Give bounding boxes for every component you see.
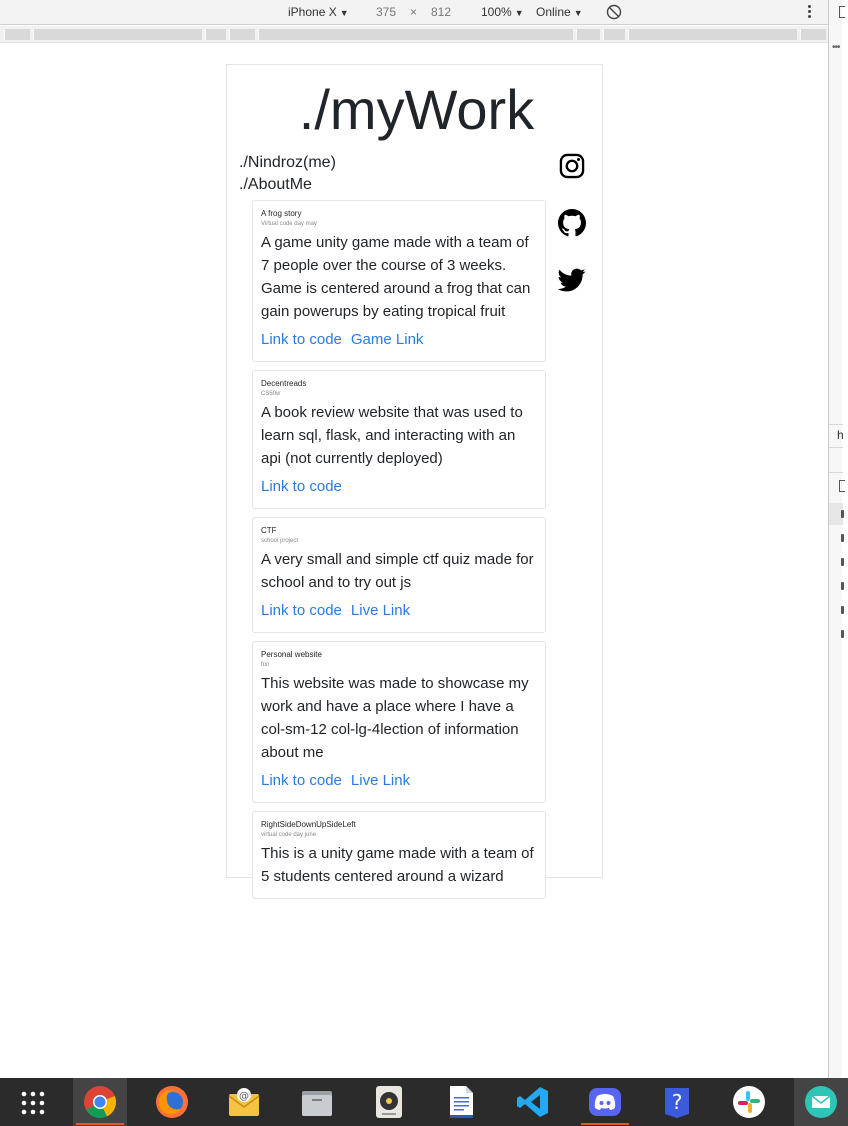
project-subtitle: virtual code day june [261, 832, 317, 838]
project-subtitle: CS50w [261, 391, 281, 397]
project-links [261, 769, 537, 792]
media-query-segment[interactable] [4, 29, 30, 40]
panel-toggle-icon[interactable] [839, 480, 845, 492]
project-card [252, 641, 546, 803]
files-icon [300, 1085, 334, 1119]
media-query-segment[interactable] [229, 29, 255, 40]
throttle-select-label: Online [536, 5, 571, 19]
live-link[interactable]: Game Link [350, 331, 424, 348]
code-link[interactable]: Link to code [261, 602, 342, 619]
panel-row-marker [841, 606, 844, 614]
svg-text:?: ? [671, 1090, 683, 1114]
taskbar-item-vscode[interactable] [506, 1078, 560, 1126]
project-subtitle: fun [261, 662, 270, 668]
project-description: A book review website that was used to learn sql, flask, and interacting with an api (not currently deployed) [261, 404, 523, 467]
firefox-icon [155, 1085, 189, 1119]
project-description: This is a unity game made with a team of 5 students centered around a wizard [261, 845, 534, 885]
vscode-icon [516, 1085, 550, 1119]
devtools-panel-edge [828, 0, 842, 1078]
mail-icon [227, 1085, 261, 1119]
panel-more-icon[interactable]: ••• [832, 42, 840, 53]
project-card [252, 370, 546, 509]
media-query-segment[interactable] [258, 29, 573, 40]
panel-divider [829, 447, 843, 448]
site-nav [239, 152, 336, 196]
project-card [252, 517, 546, 633]
panel-text: h [837, 428, 844, 442]
taskbar-item-help[interactable] [650, 1078, 704, 1126]
media-query-segment[interactable] [800, 29, 826, 40]
nav-link-me[interactable]: ./Nindroz(me) [239, 154, 336, 171]
taskbar-item-chrome[interactable] [73, 1078, 127, 1126]
active-indicator [76, 1123, 124, 1125]
panel-row-marker [841, 534, 844, 542]
project-title: CTF [261, 526, 277, 535]
discord-icon [588, 1085, 622, 1119]
panel-toggle-icon[interactable] [839, 6, 845, 18]
project-description: A game unity game made with a team of 7 people over the course of 3 weeks. Game is centered around a frog that can gain powerups by eating tropical fruit [261, 234, 531, 320]
panel-row-marker [841, 630, 844, 638]
project-links [261, 328, 537, 351]
panel-divider [829, 424, 843, 425]
slack-icon [732, 1085, 766, 1119]
media-query-segment[interactable] [576, 29, 600, 40]
project-subtitle: school project [261, 538, 299, 544]
code-link[interactable]: Link to code [261, 478, 342, 495]
project-title: A frog story [261, 209, 302, 218]
instagram-icon[interactable] [558, 152, 586, 180]
project-title: RightSideDownUpSideLeft [261, 820, 356, 829]
zoom-select-label: 100% [481, 5, 512, 19]
media-query-segment[interactable] [33, 29, 202, 40]
taskbar-item-slack[interactable] [722, 1078, 776, 1126]
taskbar-item-rhythmbox[interactable] [362, 1078, 416, 1126]
panel-row-marker [841, 582, 844, 590]
writer-icon [444, 1085, 478, 1119]
media-query-segment[interactable] [628, 29, 797, 40]
taskbar-item-mail[interactable] [217, 1078, 271, 1126]
taskbar-item-writer[interactable] [434, 1078, 488, 1126]
taskbar-item-files[interactable] [290, 1078, 344, 1126]
svg-text:@: @ [239, 1091, 249, 1102]
project-description: This website was made to showcase my work and have a place where I have a col-sm-12 col-lg-4lection of information about me [261, 675, 529, 761]
mail-client-icon [804, 1085, 838, 1119]
help-icon [660, 1085, 694, 1119]
chevron-down-icon: ▼ [573, 8, 583, 18]
github-icon[interactable] [558, 209, 586, 237]
project-card [252, 200, 546, 362]
project-links [261, 599, 537, 622]
live-link[interactable]: Live Link [350, 772, 411, 789]
taskbar-item-discord[interactable] [578, 1078, 632, 1126]
panel-row-marker [841, 558, 844, 566]
device-toolbar [0, 0, 828, 25]
project-description: A very small and simple ctf quiz made for school and to try out js [261, 551, 534, 591]
chevron-down-icon: ▼ [514, 8, 524, 18]
twitter-icon[interactable] [558, 266, 586, 294]
site-title: ./myWork [298, 78, 535, 141]
project-links [261, 475, 537, 498]
project-title: Decentreads [261, 379, 307, 388]
running-indicator [581, 1123, 629, 1125]
live-link[interactable]: Live Link [350, 602, 411, 619]
chrome-icon [83, 1085, 117, 1119]
media-query-segment[interactable] [205, 29, 226, 40]
viewport-height-field[interactable]: 812 [431, 5, 452, 19]
app-grid-icon [16, 1085, 50, 1119]
more-options-icon[interactable] [806, 4, 812, 20]
throttle-select[interactable] [536, 5, 583, 19]
taskbar-item-firefox[interactable] [145, 1078, 199, 1126]
rhythmbox-icon [372, 1085, 406, 1119]
chevron-down-icon: ▼ [339, 8, 349, 18]
nav-link-about[interactable]: ./AboutMe [239, 176, 312, 193]
taskbar-item-mail-client[interactable] [794, 1078, 848, 1126]
viewport-width-field[interactable]: 375 [376, 5, 397, 19]
project-subtitle: Virtual code day may [261, 221, 317, 227]
device-select-label: iPhone X [288, 5, 337, 19]
project-list [252, 200, 546, 907]
media-query-segment[interactable] [603, 29, 625, 40]
rotate-icon[interactable] [606, 4, 622, 20]
code-link[interactable]: Link to code [261, 331, 342, 348]
dimension-separator: × [410, 5, 418, 19]
media-query-bar [0, 26, 828, 43]
taskbar [0, 1078, 842, 1126]
taskbar-item[interactable] [6, 1078, 60, 1126]
code-link[interactable]: Link to code [261, 772, 342, 789]
zoom-select[interactable] [481, 5, 524, 19]
panel-row-marker [841, 510, 844, 518]
project-title: Personal website [261, 650, 322, 659]
project-card [252, 811, 546, 899]
panel-divider [829, 472, 843, 473]
device-viewport[interactable] [226, 64, 603, 885]
device-select[interactable] [288, 5, 349, 19]
